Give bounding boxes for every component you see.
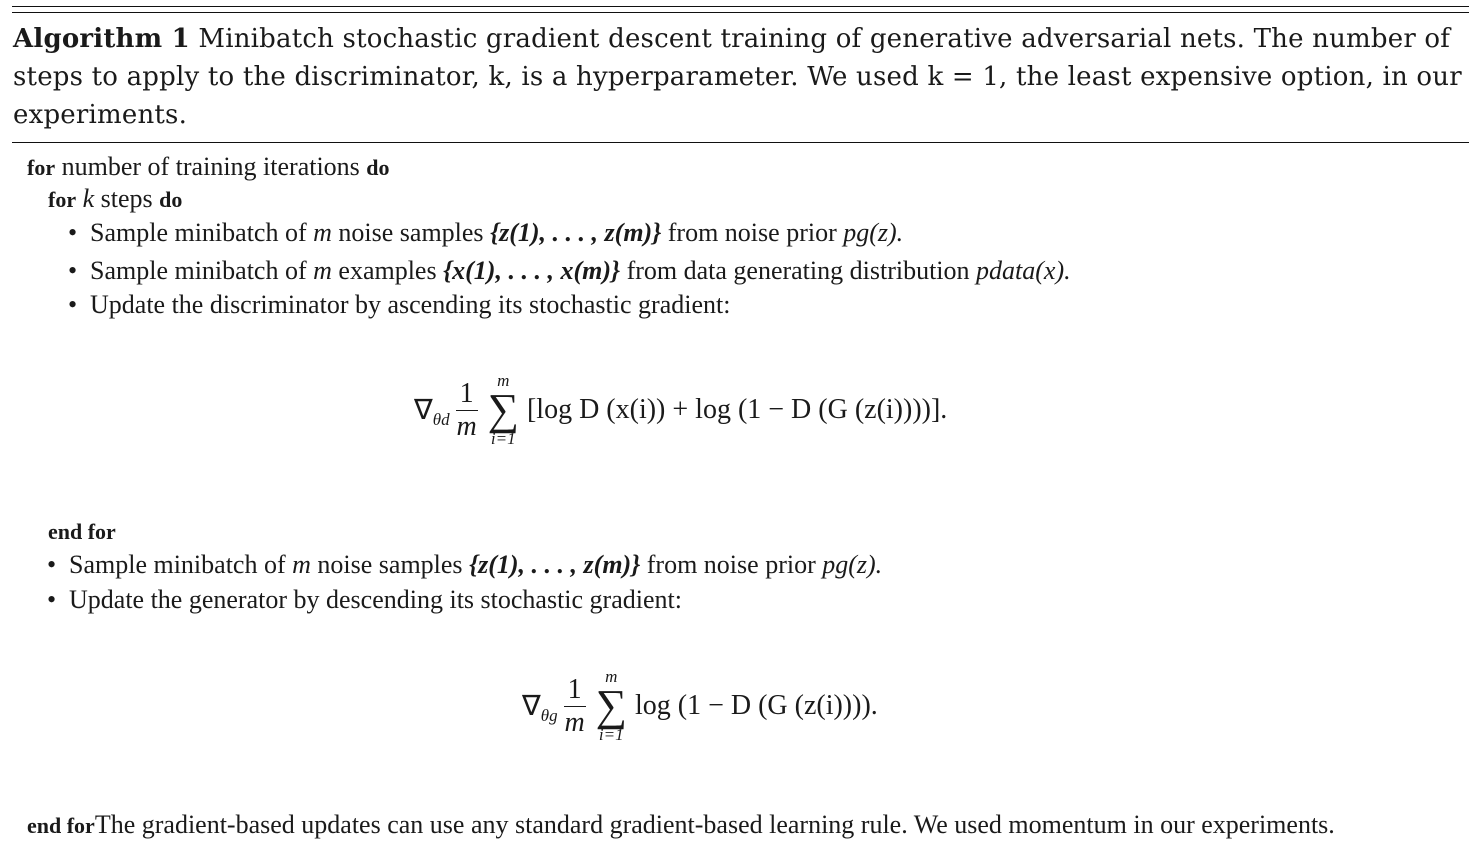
step-text: noise samples (331, 218, 491, 247)
caption-text: Minibatch stochastic gradient descent training of generative adversarial nets. The number of steps to apply to the discriminator, k, is a hyperparameter. We used k = 1, the least expensive option, in our experiments. (13, 24, 1462, 130)
sum-upper-limit: m (605, 667, 618, 686)
discriminator-gradient-equation (414, 372, 947, 448)
fraction (456, 378, 478, 443)
step-update-generator (47, 585, 682, 615)
outer-condition: number of training iterations (55, 152, 367, 181)
bullet-icon: • (47, 585, 57, 614)
noise-set: {z(1), . . . , z(m)} (490, 218, 662, 247)
step-text: examples (331, 256, 444, 285)
noise-set: {z(1), . . . , z(m)} (469, 550, 641, 579)
data-set: {x(1), . . . , x(m)} (443, 256, 621, 285)
fraction-numerator: 1 (456, 378, 478, 411)
step-sample-noise-outer (47, 550, 882, 580)
step-text: from noise prior (640, 550, 823, 579)
caption-rule (12, 142, 1469, 143)
fraction-numerator: 1 (564, 674, 586, 707)
sigma-icon: ∑ (595, 681, 627, 730)
sum-lower-limit: i=1 (598, 725, 624, 744)
step-text: Sample minibatch of (90, 218, 314, 247)
step-text: from data generating distribution (620, 256, 977, 285)
step-sample-noise-inner (68, 218, 903, 248)
inner-condition: steps (94, 184, 160, 213)
keyword-end-for: end for (48, 519, 116, 544)
sum-upper-limit: m (497, 371, 510, 390)
equation-body: [log D (x(i)) + log (1 − D (G (z(i))))]. (526, 394, 948, 425)
noise-prior: pg(z). (822, 550, 883, 579)
data-distribution: pdata(x). (976, 256, 1071, 285)
footer-text: The gradient-based updates can use any standard gradient-based learning rule. We used momentum in our experiments. (94, 810, 1335, 839)
top-rule-1 (12, 6, 1469, 7)
fraction-denominator: m (564, 706, 585, 738)
nabla-symbol: ∇ (414, 395, 433, 426)
theta-d-subscript: θd (432, 410, 450, 429)
nabla-symbol: ∇ (522, 691, 541, 722)
fraction (564, 674, 586, 739)
keyword-end-for: end for (27, 813, 95, 838)
summation (596, 668, 627, 744)
bullet-icon: • (68, 218, 78, 247)
step-update-discriminator (68, 290, 730, 320)
var-m: m (292, 550, 311, 579)
inner-for-line (48, 184, 182, 215)
step-text: from noise prior (661, 218, 844, 247)
end-outer-for-line (27, 810, 1335, 841)
keyword-for: for (27, 155, 56, 180)
step-sample-data (68, 256, 1071, 286)
sum-lower-limit: i=1 (490, 429, 516, 448)
var-m: m (313, 256, 332, 285)
keyword-do: do (366, 155, 390, 180)
sigma-icon: ∑ (487, 385, 519, 434)
summation (488, 372, 519, 448)
step-text: Sample minibatch of (69, 550, 293, 579)
var-m: m (313, 218, 332, 247)
var-k: k (82, 184, 95, 213)
step-text: noise samples (310, 550, 470, 579)
keyword-for: for (48, 187, 77, 212)
step-text: Update the generator by descending its stochastic gradient: (69, 585, 682, 614)
fraction-denominator: m (456, 410, 477, 442)
algorithm-caption (13, 20, 1473, 134)
equation-body: log (1 − D (G (z(i)))). (634, 690, 878, 721)
algorithm-label: Algorithm 1 (13, 24, 190, 54)
theta-g-subscript: θg (540, 706, 558, 725)
step-text: Sample minibatch of (90, 256, 314, 285)
bullet-icon: • (68, 256, 78, 285)
bullet-icon: • (68, 290, 78, 319)
step-text: Update the discriminator by ascending its stochastic gradient: (90, 290, 731, 319)
keyword-do: do (159, 187, 183, 212)
noise-prior: pg(z). (843, 218, 904, 247)
generator-gradient-equation (522, 668, 878, 744)
outer-for-line (27, 152, 390, 183)
top-rule-2 (12, 12, 1469, 13)
bullet-icon: • (47, 550, 57, 579)
end-inner-for (48, 516, 116, 547)
